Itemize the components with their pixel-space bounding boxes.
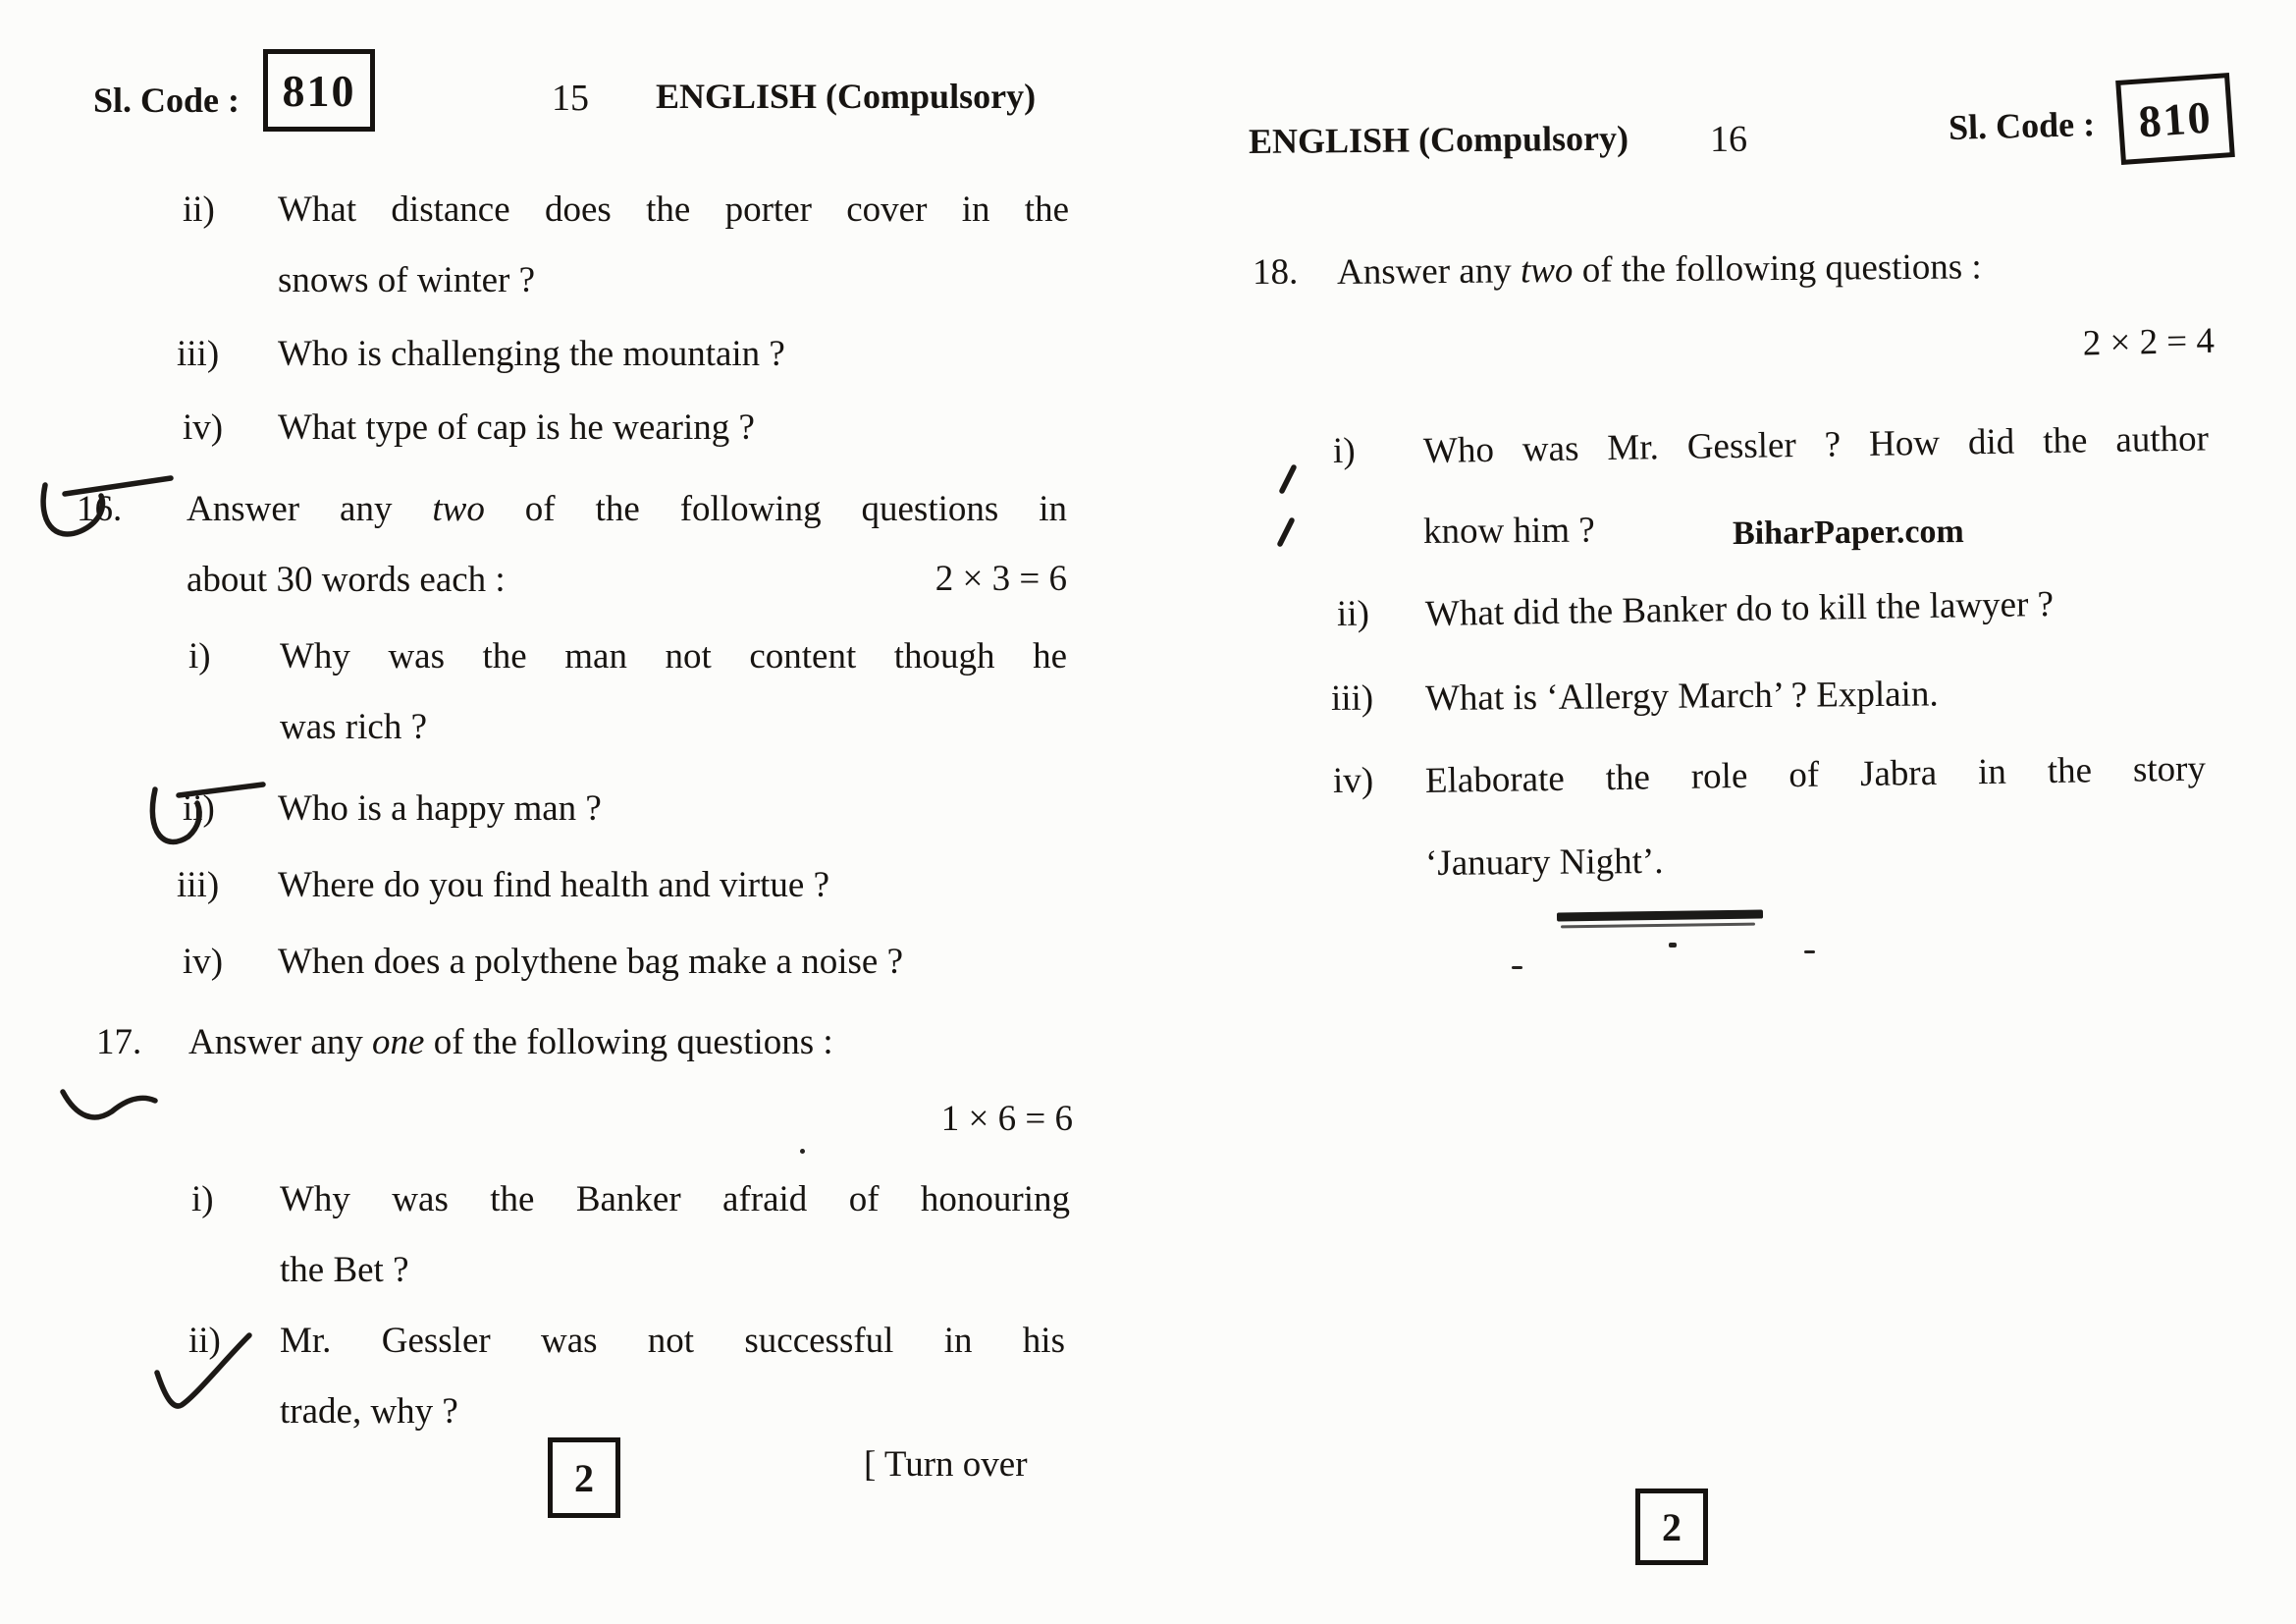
question-text-line: snows of winter ? bbox=[278, 260, 536, 300]
sl-code-value: 810 bbox=[2136, 90, 2215, 147]
subject-title: ENGLISH (Compulsory) bbox=[1248, 118, 1629, 161]
question-text-line: What distance does the porter cover in the bbox=[278, 189, 1069, 230]
page-number-value: 2 bbox=[574, 1455, 594, 1500]
pen-mark-squiggle-q17 bbox=[63, 1092, 155, 1117]
question-number: 18. bbox=[1252, 251, 1299, 293]
text-segment: of the following questions : bbox=[424, 1022, 833, 1062]
question-number: i) bbox=[191, 1179, 214, 1219]
sl-code-box bbox=[263, 49, 375, 132]
sl-code-label: Sl. Code : bbox=[1948, 104, 2096, 147]
ink-smudge bbox=[1557, 910, 1763, 922]
marks-formula: 2 × 2 = 4 bbox=[2082, 320, 2216, 364]
scan-speck bbox=[1512, 966, 1522, 969]
page-number: 16 bbox=[1709, 118, 1748, 160]
text-segment-italic: two bbox=[432, 489, 485, 529]
page-number-value: 2 bbox=[1662, 1504, 1682, 1549]
question-text-line: about 30 words each : bbox=[187, 560, 506, 600]
scan-speck bbox=[1804, 950, 1815, 953]
question-text-line: Who is challenging the mountain ? bbox=[278, 334, 785, 374]
question-number: 17. bbox=[96, 1022, 142, 1062]
question-text-line: When does a polythene bag make a noise ? bbox=[278, 942, 903, 982]
pen-mark-tick-right-2 bbox=[1280, 520, 1292, 544]
question-number: iv) bbox=[183, 942, 224, 982]
marks-formula: 1 × 6 = 6 bbox=[940, 1099, 1073, 1139]
sl-code-label: Sl. Code : bbox=[93, 81, 240, 120]
scan-speck bbox=[800, 1149, 805, 1154]
text-segment: Answer any bbox=[1336, 250, 1522, 293]
question-number: iii) bbox=[1330, 677, 1374, 719]
watermark: BiharPaper.com bbox=[1732, 513, 1964, 552]
question-text-line: Who is a happy man ? bbox=[278, 788, 602, 829]
question-text-line: was rich ? bbox=[280, 707, 427, 747]
question-text-line: the Bet ? bbox=[280, 1250, 409, 1290]
question-text-line: Where do you find health and virtue ? bbox=[278, 865, 829, 905]
scan-speck bbox=[1669, 943, 1677, 947]
question-text-line: Who was Mr. Gessler ? How did the author bbox=[1422, 418, 2210, 471]
question-number: iv) bbox=[183, 407, 224, 448]
sl-code-box bbox=[2115, 73, 2235, 165]
subject-title: ENGLISH (Compulsory) bbox=[656, 77, 1037, 116]
text-segment: Answer any bbox=[188, 1022, 373, 1062]
question-number: ii) bbox=[188, 1321, 221, 1361]
question-number: 16. bbox=[77, 489, 123, 529]
question-text-line: know him ? bbox=[1422, 510, 1595, 552]
page-number-box bbox=[548, 1437, 620, 1518]
question-text-line: trade, why ? bbox=[280, 1391, 458, 1432]
text-segment: of the following questions : bbox=[1573, 246, 1982, 291]
question-text-line: ‘January Night’. bbox=[1424, 840, 1664, 884]
sl-code-value: 810 bbox=[282, 65, 356, 116]
marks-formula: 2 × 3 = 6 bbox=[934, 559, 1067, 599]
text-segment-italic: two bbox=[1520, 249, 1574, 292]
question-number: iii) bbox=[177, 334, 220, 374]
question-text-line: Elaborate the role of Jabra in the story bbox=[1424, 748, 2207, 801]
page-number: 15 bbox=[552, 78, 589, 119]
question-text-line: What type of cap is he wearing ? bbox=[278, 407, 755, 448]
question-text-line: What is ‘Allergy March’ ? Explain. bbox=[1424, 674, 1939, 719]
ink-smudge bbox=[1561, 923, 1755, 929]
question-number: i) bbox=[1332, 430, 1356, 471]
text-segment: of the following questions in bbox=[484, 489, 1067, 529]
question-text-line: What did the Banker do to kill the lawyer ? bbox=[1424, 583, 2055, 634]
question-number: ii) bbox=[183, 788, 215, 829]
question-number: i) bbox=[188, 636, 211, 677]
turn-over-note: [ Turn over bbox=[864, 1444, 1028, 1485]
question-text-line bbox=[188, 1007, 833, 1078]
pen-mark-tick-right-1 bbox=[1282, 467, 1294, 491]
question-number: iv) bbox=[1332, 760, 1374, 801]
question-number: ii) bbox=[183, 189, 215, 230]
question-text-line: Why was the Banker afraid of honouring bbox=[280, 1179, 1070, 1219]
question-number: ii) bbox=[1336, 593, 1370, 634]
question-text-line: Mr. Gessler was not successful in his bbox=[280, 1321, 1065, 1361]
text-segment-italic: one bbox=[372, 1022, 425, 1062]
question-text-line: Why was the man not content though he bbox=[280, 636, 1067, 677]
page-number-box bbox=[1635, 1489, 1708, 1565]
text-segment: Answer any bbox=[187, 489, 433, 529]
question-number: iii) bbox=[177, 865, 220, 905]
question-text-line bbox=[1337, 232, 1982, 308]
question-text-line bbox=[187, 474, 1067, 545]
